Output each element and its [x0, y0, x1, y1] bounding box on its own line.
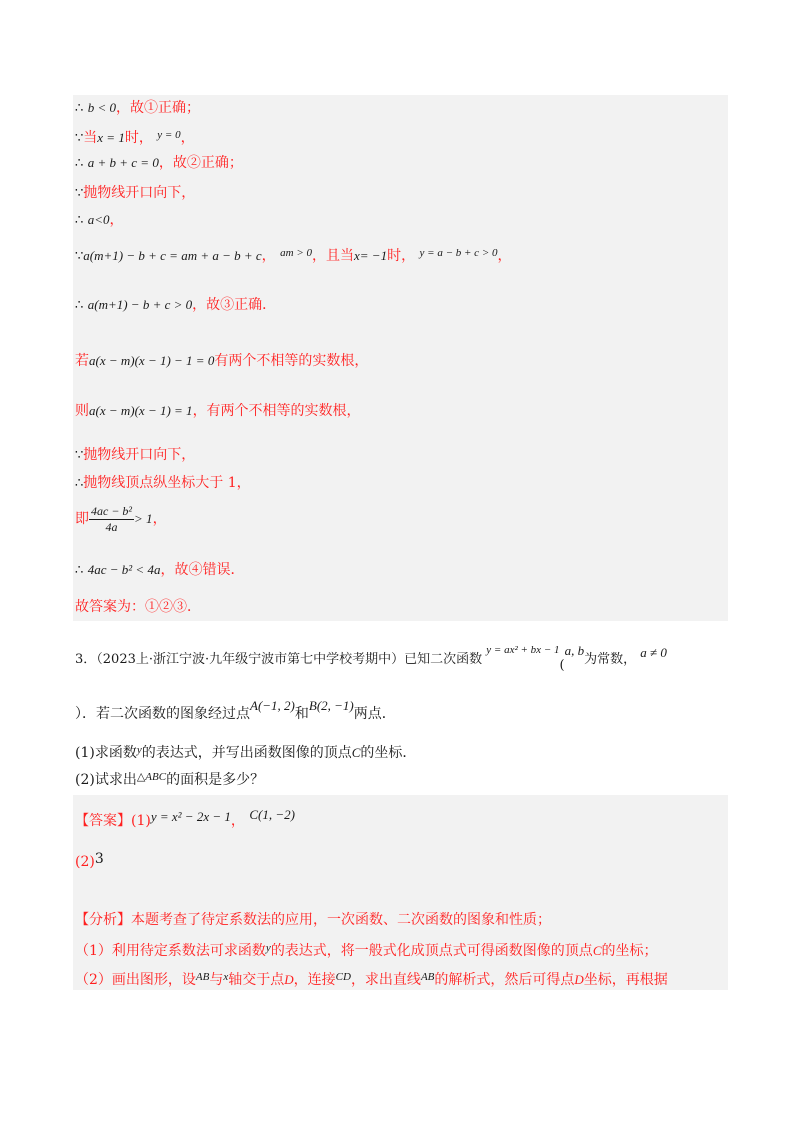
solution-line-11: ∴抛物线顶点纵坐标大于 1，: [75, 475, 251, 491]
analysis-step-1: （1）利用待定系数法可求函数$^y$的表达式，将一般式化成顶点式可得函数图像的顶点C的坐标；: [75, 942, 658, 959]
solution-line-2: ∵当x = 1时， $^{y = 0}$，: [75, 129, 195, 146]
solution-line-4: ∵抛物线开口向下，: [75, 185, 196, 201]
question-part-1: (1)求函数$^y$的表达式，并写出函数图像的顶点C的坐标．: [75, 744, 417, 761]
solution-line-12: 即 $\frac{\text{4ac − b²}}{4a}$ > 1，: [75, 503, 167, 534]
question-part-2: (2)试求出$^{\triangle ABC}$的面积是多少？: [75, 771, 265, 788]
answer-label: 【答案】: [75, 813, 131, 829]
analysis-label: 【分析】: [75, 912, 131, 928]
solution-line-1: ∴ b < 0，故①正确；: [75, 100, 201, 116]
answer-box: [73, 795, 728, 990]
solution-line-10: ∵抛物线开口向下，: [75, 447, 196, 463]
solution-line-9: 则a(x − m)(x − 1) = 1，有两个不相等的实数根，: [75, 403, 361, 419]
analysis-line: 【分析】本题考查了待定系数法的应用，一次函数、二次函数的图象和性质；: [75, 912, 551, 928]
fraction: $\frac{\text{4ac − b²}}{4a}$: [91, 503, 133, 534]
solution-line-3: ∴ a + b + c = 0，故②正确；: [75, 155, 243, 171]
answer-line-2: (2)3: [75, 851, 104, 870]
solution-box: [73, 95, 728, 621]
solution-line-14: 故答案为：①②③．: [75, 599, 201, 615]
solution-line-13: ∴ 4ac − b² < 4a，故④错误．: [75, 562, 245, 578]
question-line-1: 3．（2023上·浙江宁波·九年级宁波市第七中学校考期中）已知二次函数 $^{y = ax^2 + bx - 1}$(a, b为常数， a ≠ 0: [75, 643, 667, 673]
solution-line-6: ∵a(m+1) − b + c = am + a − b + c， $^{am > 0}$，且当x= −1时， $^{y = a - b + c > 0}$，: [75, 247, 512, 264]
solution-line-7: ∴ a(m+1) − b + c > 0，故③正确．: [75, 297, 277, 313]
question-line-2: ）．若二次函数的图象经过点A(−1, 2)和B(2, −1)两点．: [75, 698, 396, 722]
answer-line-1: 【答案】(1)y = x² − 2x − 1， C(1, −2): [75, 807, 295, 829]
solution-line-5: ∴ a<0，: [75, 212, 124, 228]
analysis-step-2: （2）画出图形，设$^{AB}$与$^x$轴交于点D，连接$^{CD}$，求出直线$^{AB}$的解析式，然后可得点D坐标，再根据: [75, 971, 668, 988]
solution-line-8: 若a(x − m)(x − 1) − 1 = 0有两个不相等的实数根，: [75, 353, 369, 369]
